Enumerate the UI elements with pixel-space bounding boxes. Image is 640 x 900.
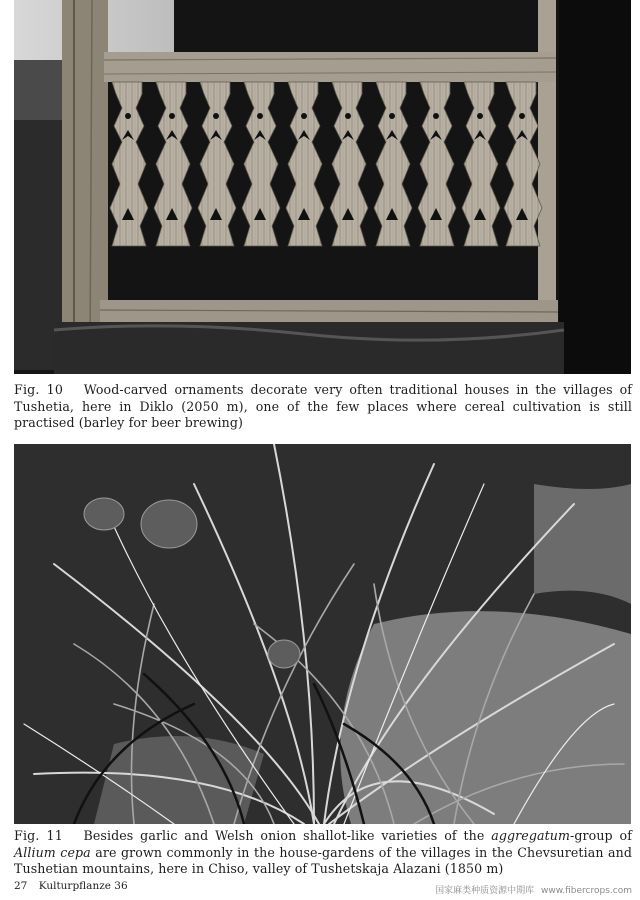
fig10-caption-text: Wood-carved ornaments decorate very often traditional houses in the villages of Tushetia, here in Diklo (2050 m), one of the few places where cereal cultivation is still practised (barley for beer brewing) xyxy=(14,382,633,430)
fig11-number: Fig. 11 xyxy=(14,828,63,843)
journal-name: Kulturpflanze 36 xyxy=(38,880,128,892)
watermark xyxy=(435,883,632,896)
fig11-caption xyxy=(14,828,632,878)
fig11-caption-text-1: Besides garlic and Welsh onion shallot-like varieties of the xyxy=(83,828,492,843)
fig11-caption-italic-1: aggregatum xyxy=(491,828,571,843)
fig10-photograph xyxy=(14,0,631,374)
allium-plants-image xyxy=(14,444,631,824)
fig10-number: Fig. 10 xyxy=(14,382,64,397)
page-number: 27 xyxy=(14,880,28,892)
fig11-caption-text-3: are grown commonly in the house-gardens of the villages in the Chevsuretian and Tushetian mountains, here in Chiso, valley of Tushetskaja Alazani (1850 m) xyxy=(14,844,632,876)
fig10-caption xyxy=(14,382,632,432)
fig11-photograph xyxy=(14,444,631,824)
watermark-cn: 国家麻类种质资源中期库 xyxy=(435,886,535,896)
carved-balustrade-image xyxy=(14,0,631,374)
fig11-caption-italic-2: Allium cepa xyxy=(14,844,91,860)
watermark-url: www.fibercrops.com xyxy=(541,886,632,896)
page-footer xyxy=(14,880,128,892)
fig11-caption-text-2: -group of xyxy=(570,828,632,843)
